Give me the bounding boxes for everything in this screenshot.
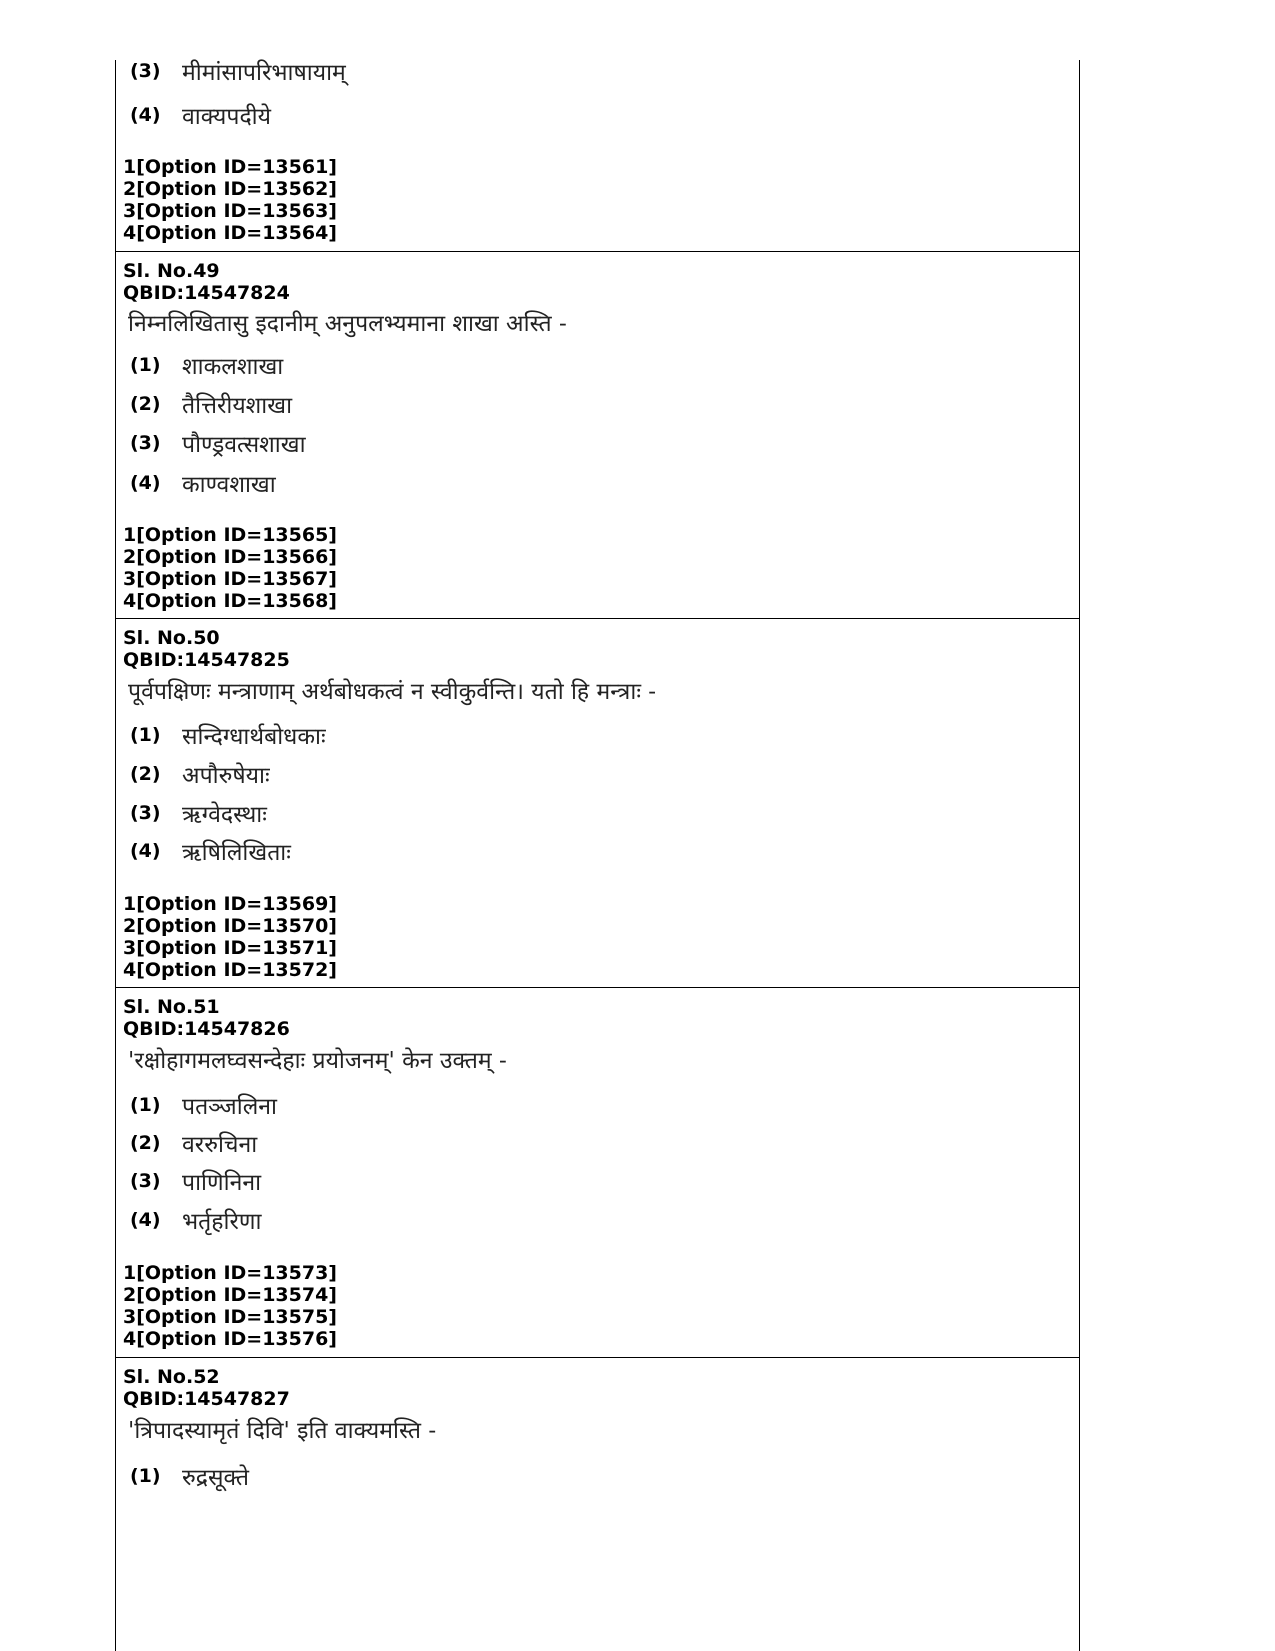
option-2 [130, 758, 270, 788]
serial-number: Sl. No.50 [123, 627, 220, 649]
option-4 [130, 467, 276, 497]
option-text: वाक्यपदीये [182, 104, 271, 130]
option-text: सन्दिग्धार्थबोधकाः [182, 724, 326, 750]
option-text: शाकलशाखा [182, 354, 284, 380]
option-number: (2) [130, 1132, 161, 1154]
serial-number: Sl. No.51 [123, 996, 220, 1018]
option-id: 4[Option ID=13572] [123, 959, 337, 981]
qbid: QBID:14547826 [123, 1018, 290, 1040]
option-id: 3[Option ID=13567] [123, 568, 337, 590]
option-id: 2[Option ID=13570] [123, 915, 337, 937]
option-id: 4[Option ID=13568] [123, 590, 337, 612]
question-divider [116, 618, 1079, 619]
option-number: (4) [130, 472, 161, 494]
qbid: QBID:14547825 [123, 649, 290, 671]
option-number: (4) [130, 104, 161, 126]
option-id: 4[Option ID=13564] [123, 222, 337, 244]
option-1 [130, 349, 283, 379]
option-id: 3[Option ID=13571] [123, 937, 337, 959]
qbid: QBID:14547824 [123, 282, 290, 304]
option-4 [130, 1204, 261, 1234]
option-number: (3) [130, 432, 161, 454]
serial-number: Sl. No.52 [123, 1366, 220, 1388]
option-text: वररुचिना [182, 1132, 258, 1158]
question-text: 'रक्षोहागमलघ्वसन्देहाः प्रयोजनम्' केन उक्तम् - [128, 1048, 507, 1074]
option-4 [130, 99, 271, 129]
serial-number: Sl. No.49 [123, 260, 220, 282]
option-number: (1) [130, 354, 161, 376]
option-id: 1[Option ID=13569] [123, 893, 337, 915]
option-text: तैत्तिरीयशाखा [182, 393, 293, 419]
option-4 [130, 835, 291, 865]
option-3 [130, 1165, 261, 1195]
option-id: 2[Option ID=13574] [123, 1284, 337, 1306]
option-number: (2) [130, 763, 161, 785]
option-text: काण्वशाखा [182, 472, 276, 498]
question-divider [116, 987, 1079, 988]
option-number: (2) [130, 393, 161, 415]
option-number: (3) [130, 1170, 161, 1192]
option-id: 1[Option ID=13573] [123, 1262, 337, 1284]
question-text: 'त्रिपादस्यामृतं दिवि' इति वाक्यमस्ति - [128, 1418, 437, 1444]
option-text: पाणिनिना [182, 1170, 262, 1196]
option-text: पतञ्जलिना [182, 1094, 278, 1120]
option-text: ऋग्वेदस्थाः [182, 802, 267, 828]
option-text: अपौरुषेयाः [182, 763, 270, 789]
option-number: (1) [130, 1094, 161, 1116]
option-1 [130, 1460, 249, 1490]
option-number: (1) [130, 724, 161, 746]
qbid: QBID:14547827 [123, 1388, 290, 1410]
option-id: 1[Option ID=13561] [123, 156, 337, 178]
option-text: मीमांसापरिभाषायाम् [182, 60, 346, 86]
option-number: (1) [130, 1465, 161, 1487]
option-number: (4) [130, 840, 161, 862]
option-id: 2[Option ID=13562] [123, 178, 337, 200]
option-number: (3) [130, 60, 161, 82]
option-id: 3[Option ID=13575] [123, 1306, 337, 1328]
option-3 [130, 427, 306, 457]
option-id: 2[Option ID=13566] [123, 546, 337, 568]
option-number: (3) [130, 802, 161, 824]
question-text: पूर्वपक्षिणः मन्त्राणाम् अर्थबोधकत्वं न स्वीकुर्वन्ति। यतो हि मन्त्राः - [128, 679, 657, 705]
option-1 [130, 1089, 277, 1119]
option-id: 3[Option ID=13563] [123, 200, 337, 222]
option-text: रुद्रसूक्ते [182, 1465, 249, 1491]
option-id: 4[Option ID=13576] [123, 1328, 337, 1350]
option-3 [130, 55, 346, 85]
question-text: निम्नलिखितासु इदानीम् अनुपलभ्यमाना शाखा अस्ति - [128, 311, 567, 337]
option-text: ऋषिलिखिताः [182, 840, 291, 866]
option-text: पौण्ड्रवत्सशाखा [182, 432, 306, 458]
option-2 [130, 1127, 257, 1157]
option-text: भर्तृहरिणा [182, 1209, 262, 1235]
question-divider [116, 1357, 1079, 1358]
question-sheet [115, 60, 1080, 1651]
option-id: 1[Option ID=13565] [123, 524, 337, 546]
option-1 [130, 719, 326, 749]
question-divider [116, 251, 1079, 252]
option-3 [130, 797, 267, 827]
option-number: (4) [130, 1209, 161, 1231]
option-2 [130, 388, 292, 418]
